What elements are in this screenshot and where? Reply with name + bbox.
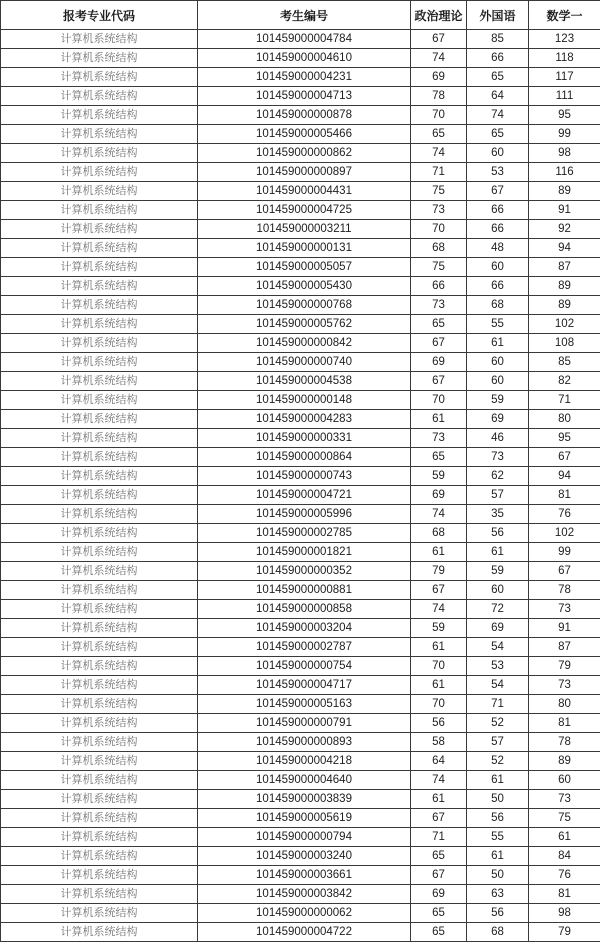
cell-math: 95 (529, 429, 600, 448)
cell-exam-id: 101459000004721 (198, 486, 411, 505)
cell-foreign-language: 61 (467, 543, 529, 562)
cell-foreign-language: 56 (467, 524, 529, 543)
cell-major: 计算机系统结构 (1, 543, 198, 562)
table-row (1, 543, 600, 562)
cell-exam-id: 101459000000743 (198, 467, 411, 486)
cell-foreign-language: 68 (467, 296, 529, 315)
cell-foreign-language: 56 (467, 904, 529, 923)
table-row (1, 353, 600, 372)
cell-math: 80 (529, 410, 600, 429)
table-row (1, 771, 600, 790)
cell-foreign-language: 46 (467, 429, 529, 448)
cell-politics: 70 (411, 106, 467, 125)
cell-politics: 58 (411, 733, 467, 752)
cell-exam-id: 101459000000148 (198, 391, 411, 410)
cell-politics: 65 (411, 904, 467, 923)
cell-math: 91 (529, 619, 600, 638)
header-foreign-language: 外国语 (467, 1, 529, 30)
cell-exam-id: 101459000004610 (198, 49, 411, 68)
cell-exam-id: 101459000000858 (198, 600, 411, 619)
cell-major: 计算机系统结构 (1, 201, 198, 220)
cell-exam-id: 101459000000862 (198, 144, 411, 163)
cell-foreign-language: 67 (467, 182, 529, 201)
table-row (1, 258, 600, 277)
cell-exam-id: 101459000000768 (198, 296, 411, 315)
cell-foreign-language: 66 (467, 49, 529, 68)
cell-math: 67 (529, 448, 600, 467)
cell-foreign-language: 72 (467, 600, 529, 619)
cell-politics: 73 (411, 429, 467, 448)
cell-math: 89 (529, 296, 600, 315)
cell-major: 计算机系统结构 (1, 30, 198, 49)
table-row (1, 372, 600, 391)
cell-politics: 70 (411, 391, 467, 410)
cell-exam-id: 101459000003240 (198, 847, 411, 866)
cell-major: 计算机系统结构 (1, 258, 198, 277)
cell-exam-id: 101459000005996 (198, 505, 411, 524)
cell-major: 计算机系统结构 (1, 68, 198, 87)
cell-major: 计算机系统结构 (1, 847, 198, 866)
cell-politics: 65 (411, 923, 467, 942)
header-row (1, 1, 600, 30)
cell-major: 计算机系统结构 (1, 695, 198, 714)
cell-major: 计算机系统结构 (1, 144, 198, 163)
cell-exam-id: 101459000004231 (198, 68, 411, 87)
cell-major: 计算机系统结构 (1, 904, 198, 923)
cell-politics: 74 (411, 49, 467, 68)
cell-exam-id: 101459000005466 (198, 125, 411, 144)
cell-major: 计算机系统结构 (1, 372, 198, 391)
cell-politics: 67 (411, 581, 467, 600)
cell-politics: 59 (411, 467, 467, 486)
table-row (1, 847, 600, 866)
cell-politics: 73 (411, 201, 467, 220)
cell-exam-id: 101459000005057 (198, 258, 411, 277)
cell-exam-id: 101459000001821 (198, 543, 411, 562)
cell-politics: 67 (411, 809, 467, 828)
cell-exam-id: 101459000004722 (198, 923, 411, 942)
cell-math: 99 (529, 125, 600, 144)
cell-exam-id: 101459000003842 (198, 885, 411, 904)
cell-politics: 61 (411, 543, 467, 562)
cell-foreign-language: 55 (467, 315, 529, 334)
cell-politics: 65 (411, 847, 467, 866)
header-math: 数学一 (529, 1, 600, 30)
cell-math: 60 (529, 771, 600, 790)
cell-major: 计算机系统结构 (1, 790, 198, 809)
cell-math: 108 (529, 334, 600, 353)
cell-foreign-language: 65 (467, 68, 529, 87)
cell-major: 计算机系统结构 (1, 353, 198, 372)
cell-major: 计算机系统结构 (1, 866, 198, 885)
table-row (1, 239, 600, 258)
cell-math: 94 (529, 239, 600, 258)
table-row (1, 695, 600, 714)
cell-politics: 71 (411, 163, 467, 182)
cell-exam-id: 101459000002787 (198, 638, 411, 657)
cell-major: 计算机系统结构 (1, 638, 198, 657)
cell-politics: 69 (411, 68, 467, 87)
table-row (1, 752, 600, 771)
cell-foreign-language: 63 (467, 885, 529, 904)
cell-major: 计算机系统结构 (1, 733, 198, 752)
cell-math: 76 (529, 866, 600, 885)
cell-math: 123 (529, 30, 600, 49)
cell-politics: 79 (411, 562, 467, 581)
table-row (1, 581, 600, 600)
cell-politics: 71 (411, 828, 467, 847)
cell-math: 84 (529, 847, 600, 866)
cell-foreign-language: 61 (467, 334, 529, 353)
cell-major: 计算机系统结构 (1, 923, 198, 942)
cell-foreign-language: 61 (467, 847, 529, 866)
table-row (1, 600, 600, 619)
cell-politics: 65 (411, 315, 467, 334)
cell-foreign-language: 53 (467, 163, 529, 182)
cell-math: 98 (529, 144, 600, 163)
cell-exam-id: 101459000004640 (198, 771, 411, 790)
cell-foreign-language: 68 (467, 923, 529, 942)
table-row (1, 30, 600, 49)
cell-math: 91 (529, 201, 600, 220)
cell-math: 76 (529, 505, 600, 524)
cell-exam-id: 101459000004538 (198, 372, 411, 391)
cell-foreign-language: 69 (467, 619, 529, 638)
cell-math: 89 (529, 277, 600, 296)
table-row (1, 334, 600, 353)
table-row (1, 391, 600, 410)
cell-major: 计算机系统结构 (1, 125, 198, 144)
cell-exam-id: 101459000005163 (198, 695, 411, 714)
cell-politics: 74 (411, 600, 467, 619)
cell-foreign-language: 74 (467, 106, 529, 125)
cell-major: 计算机系统结构 (1, 581, 198, 600)
cell-politics: 64 (411, 752, 467, 771)
table-row (1, 125, 600, 144)
cell-foreign-language: 85 (467, 30, 529, 49)
header-exam-id: 考生编号 (198, 1, 411, 30)
cell-exam-id: 101459000000062 (198, 904, 411, 923)
cell-math: 73 (529, 600, 600, 619)
cell-exam-id: 101459000000864 (198, 448, 411, 467)
cell-exam-id: 101459000002785 (198, 524, 411, 543)
cell-major: 计算机系统结构 (1, 106, 198, 125)
cell-math: 85 (529, 353, 600, 372)
cell-math: 89 (529, 752, 600, 771)
cell-exam-id: 101459000000754 (198, 657, 411, 676)
cell-major: 计算机系统结构 (1, 600, 198, 619)
cell-major: 计算机系统结构 (1, 391, 198, 410)
table-row (1, 790, 600, 809)
cell-math: 79 (529, 657, 600, 676)
cell-math: 73 (529, 676, 600, 695)
cell-politics: 61 (411, 638, 467, 657)
cell-politics: 56 (411, 714, 467, 733)
cell-politics: 75 (411, 182, 467, 201)
cell-foreign-language: 71 (467, 695, 529, 714)
cell-math: 81 (529, 714, 600, 733)
cell-major: 计算机系统结构 (1, 467, 198, 486)
cell-math: 67 (529, 562, 600, 581)
cell-politics: 74 (411, 771, 467, 790)
table-row (1, 277, 600, 296)
cell-major: 计算机系统结构 (1, 277, 198, 296)
cell-exam-id: 101459000000791 (198, 714, 411, 733)
cell-exam-id: 101459000000893 (198, 733, 411, 752)
cell-exam-id: 101459000004283 (198, 410, 411, 429)
cell-major: 计算机系统结构 (1, 676, 198, 695)
cell-math: 81 (529, 885, 600, 904)
cell-math: 87 (529, 258, 600, 277)
cell-foreign-language: 35 (467, 505, 529, 524)
cell-politics: 69 (411, 885, 467, 904)
cell-foreign-language: 54 (467, 638, 529, 657)
table-row (1, 923, 600, 942)
cell-foreign-language: 64 (467, 87, 529, 106)
cell-politics: 70 (411, 657, 467, 676)
table-row (1, 182, 600, 201)
table-row (1, 866, 600, 885)
cell-foreign-language: 57 (467, 486, 529, 505)
cell-major: 计算机系统结构 (1, 220, 198, 239)
cell-math: 94 (529, 467, 600, 486)
cell-major: 计算机系统结构 (1, 315, 198, 334)
cell-foreign-language: 60 (467, 372, 529, 391)
cell-major: 计算机系统结构 (1, 429, 198, 448)
cell-politics: 68 (411, 239, 467, 258)
table-row (1, 467, 600, 486)
cell-math: 81 (529, 486, 600, 505)
cell-math: 71 (529, 391, 600, 410)
cell-exam-id: 101459000000878 (198, 106, 411, 125)
cell-foreign-language: 52 (467, 752, 529, 771)
cell-politics: 67 (411, 334, 467, 353)
cell-foreign-language: 69 (467, 410, 529, 429)
cell-math: 79 (529, 923, 600, 942)
cell-math: 116 (529, 163, 600, 182)
cell-major: 计算机系统结构 (1, 410, 198, 429)
table-body (1, 30, 600, 942)
cell-foreign-language: 73 (467, 448, 529, 467)
header-politics: 政治理论 (411, 1, 467, 30)
cell-math: 89 (529, 182, 600, 201)
cell-foreign-language: 62 (467, 467, 529, 486)
cell-major: 计算机系统结构 (1, 87, 198, 106)
cell-major: 计算机系统结构 (1, 657, 198, 676)
cell-foreign-language: 60 (467, 258, 529, 277)
cell-major: 计算机系统结构 (1, 296, 198, 315)
cell-major: 计算机系统结构 (1, 714, 198, 733)
cell-major: 计算机系统结构 (1, 239, 198, 258)
cell-politics: 67 (411, 372, 467, 391)
cell-exam-id: 101459000003839 (198, 790, 411, 809)
cell-politics: 70 (411, 695, 467, 714)
table-row (1, 220, 600, 239)
table-row (1, 144, 600, 163)
cell-foreign-language: 53 (467, 657, 529, 676)
cell-exam-id: 101459000000352 (198, 562, 411, 581)
table-row (1, 68, 600, 87)
cell-math: 82 (529, 372, 600, 391)
cell-politics: 78 (411, 87, 467, 106)
table-row (1, 828, 600, 847)
cell-exam-id: 101459000005430 (198, 277, 411, 296)
table-row (1, 49, 600, 68)
table-row (1, 676, 600, 695)
table-row (1, 315, 600, 334)
cell-math: 75 (529, 809, 600, 828)
table-row (1, 809, 600, 828)
cell-politics: 67 (411, 30, 467, 49)
cell-major: 计算机系统结构 (1, 562, 198, 581)
cell-major: 计算机系统结构 (1, 771, 198, 790)
cell-foreign-language: 66 (467, 277, 529, 296)
cell-foreign-language: 65 (467, 125, 529, 144)
cell-foreign-language: 55 (467, 828, 529, 847)
cell-math: 118 (529, 49, 600, 68)
cell-exam-id: 101459000004717 (198, 676, 411, 695)
cell-foreign-language: 57 (467, 733, 529, 752)
cell-politics: 67 (411, 866, 467, 885)
cell-exam-id: 101459000004431 (198, 182, 411, 201)
cell-politics: 74 (411, 144, 467, 163)
cell-major: 计算机系统结构 (1, 505, 198, 524)
cell-foreign-language: 54 (467, 676, 529, 695)
table-row (1, 657, 600, 676)
table-row (1, 505, 600, 524)
cell-exam-id: 101459000004784 (198, 30, 411, 49)
cell-politics: 61 (411, 790, 467, 809)
cell-foreign-language: 61 (467, 771, 529, 790)
cell-major: 计算机系统结构 (1, 163, 198, 182)
table-row (1, 163, 600, 182)
cell-major: 计算机系统结构 (1, 49, 198, 68)
table-row (1, 448, 600, 467)
cell-exam-id: 101459000003211 (198, 220, 411, 239)
cell-math: 117 (529, 68, 600, 87)
cell-math: 61 (529, 828, 600, 847)
cell-math: 98 (529, 904, 600, 923)
cell-major: 计算机系统结构 (1, 619, 198, 638)
cell-exam-id: 101459000003661 (198, 866, 411, 885)
cell-foreign-language: 60 (467, 144, 529, 163)
cell-exam-id: 101459000005762 (198, 315, 411, 334)
header-major: 报考专业代码 (1, 1, 198, 30)
cell-politics: 59 (411, 619, 467, 638)
cell-foreign-language: 60 (467, 581, 529, 600)
cell-exam-id: 101459000000331 (198, 429, 411, 448)
cell-politics: 66 (411, 277, 467, 296)
cell-exam-id: 101459000000842 (198, 334, 411, 353)
cell-major: 计算机系统结构 (1, 334, 198, 353)
cell-major: 计算机系统结构 (1, 448, 198, 467)
table-row (1, 296, 600, 315)
cell-major: 计算机系统结构 (1, 486, 198, 505)
table-row (1, 714, 600, 733)
cell-foreign-language: 50 (467, 790, 529, 809)
table-row (1, 904, 600, 923)
cell-major: 计算机系统结构 (1, 524, 198, 543)
cell-major: 计算机系统结构 (1, 809, 198, 828)
cell-foreign-language: 66 (467, 220, 529, 239)
cell-exam-id: 101459000005619 (198, 809, 411, 828)
cell-politics: 68 (411, 524, 467, 543)
cell-foreign-language: 59 (467, 562, 529, 581)
cell-math: 78 (529, 581, 600, 600)
cell-politics: 73 (411, 296, 467, 315)
cell-politics: 65 (411, 448, 467, 467)
table-row (1, 87, 600, 106)
cell-exam-id: 101459000000881 (198, 581, 411, 600)
cell-math: 102 (529, 524, 600, 543)
table-row (1, 486, 600, 505)
cell-exam-id: 101459000003204 (198, 619, 411, 638)
cell-exam-id: 101459000000740 (198, 353, 411, 372)
cell-foreign-language: 52 (467, 714, 529, 733)
cell-math: 73 (529, 790, 600, 809)
cell-politics: 75 (411, 258, 467, 277)
cell-foreign-language: 48 (467, 239, 529, 258)
cell-major: 计算机系统结构 (1, 182, 198, 201)
cell-foreign-language: 66 (467, 201, 529, 220)
table-row (1, 524, 600, 543)
cell-foreign-language: 56 (467, 809, 529, 828)
cell-exam-id: 101459000000897 (198, 163, 411, 182)
table-row (1, 410, 600, 429)
cell-math: 102 (529, 315, 600, 334)
table-row (1, 733, 600, 752)
cell-exam-id: 101459000004218 (198, 752, 411, 771)
cell-politics: 61 (411, 676, 467, 695)
table-row (1, 885, 600, 904)
table-row (1, 106, 600, 125)
cell-math: 99 (529, 543, 600, 562)
cell-math: 111 (529, 87, 600, 106)
cell-math: 87 (529, 638, 600, 657)
cell-foreign-language: 50 (467, 866, 529, 885)
cell-politics: 69 (411, 486, 467, 505)
cell-major: 计算机系统结构 (1, 828, 198, 847)
cell-foreign-language: 59 (467, 391, 529, 410)
cell-math: 95 (529, 106, 600, 125)
cell-exam-id: 101459000000794 (198, 828, 411, 847)
cell-math: 92 (529, 220, 600, 239)
cell-major: 计算机系统结构 (1, 752, 198, 771)
table-row (1, 562, 600, 581)
cell-math: 78 (529, 733, 600, 752)
cell-major: 计算机系统结构 (1, 885, 198, 904)
table-row (1, 201, 600, 220)
cell-politics: 65 (411, 125, 467, 144)
cell-politics: 70 (411, 220, 467, 239)
cell-exam-id: 101459000004725 (198, 201, 411, 220)
cell-politics: 69 (411, 353, 467, 372)
cell-politics: 74 (411, 505, 467, 524)
cell-politics: 61 (411, 410, 467, 429)
cell-exam-id: 101459000000131 (198, 239, 411, 258)
table-row (1, 638, 600, 657)
table-row (1, 429, 600, 448)
cell-foreign-language: 60 (467, 353, 529, 372)
table-row (1, 619, 600, 638)
table-header (1, 1, 600, 30)
cell-math: 80 (529, 695, 600, 714)
cell-exam-id: 101459000004713 (198, 87, 411, 106)
